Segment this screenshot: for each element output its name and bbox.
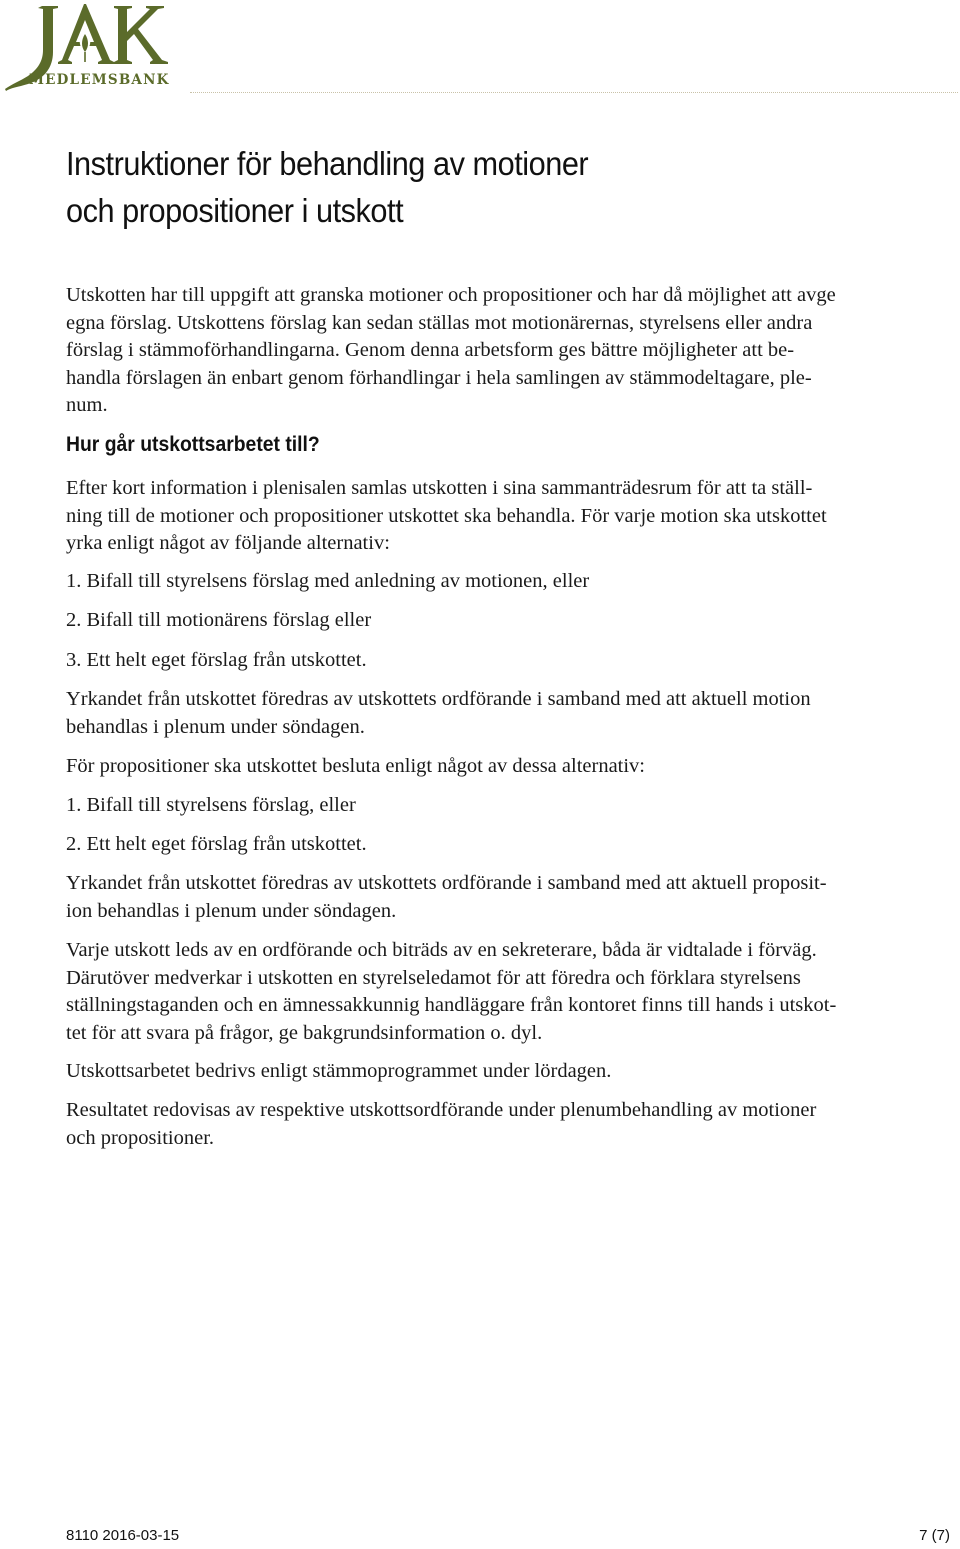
- text-line: Resultatet redovisas av respektive utskottsordförande under plenumbehandling av motioner: [66, 1099, 817, 1121]
- text-line: Yrkandet från utskottet föredras av utskottets ordförande i samband med att aktuell motion: [66, 688, 811, 710]
- title-line-1: Instruktioner för behandling av motioner: [66, 145, 589, 182]
- motion-alternative-1: 1. Bifall till styrelsens förslag med anledning av motionen, eller: [66, 570, 590, 592]
- text-line: ning till de motioner och propositioner utskottet ska behandla. För varje motion ska utskottet: [66, 504, 827, 527]
- result-paragraph: [66, 1097, 960, 1152]
- header-divider: [190, 92, 958, 93]
- text-line: tet för att svara på frågor, ge bakgrundsinformation o. dyl.: [66, 1021, 543, 1044]
- text-line: förslag i stämmoförhandlingarna. Genom denna arbetsform ges bättre möjligheter att be-: [66, 339, 795, 361]
- proposition-alternative-2: 2. Ett helt eget förslag från utskottet.: [66, 833, 367, 855]
- footer-doc-reference: 8110 2016-03-15: [66, 1527, 180, 1544]
- text-line: handla förslagen än enbart genom förhandlingar i hela samlingen av stämmodeltagare, ple-: [66, 366, 812, 389]
- text-line: Utskotten har till uppgift att granska motioner och propositioner och har då möjlighet att avge: [66, 284, 836, 306]
- process-paragraph: [66, 475, 960, 558]
- title-line-2: och propositioner i utskott: [66, 192, 404, 229]
- proposition-intro-paragraph: För propositioner ska utskottet besluta enligt något av dessa alternativ:: [66, 755, 646, 777]
- text-line: ställningstaganden och en ämnessakkunnig handläggare från kontoret finns till hands i utskot-: [66, 994, 837, 1016]
- text-line: Yrkandet från utskottet föredras av utskottets ordförande i samband med att aktuell proposit-: [66, 872, 827, 894]
- svg-text:MEDLEMSBANK: MEDLEMSBANK: [29, 72, 170, 88]
- proposition-claim-paragraph: [66, 870, 960, 925]
- motion-alternative-3: 3. Ett helt eget förslag från utskottet.: [66, 649, 367, 671]
- proposition-alternative-1: 1. Bifall till styrelsens förslag, eller: [66, 794, 356, 816]
- motion-claim-paragraph: [66, 686, 960, 741]
- footer-page-number: 7 (7): [919, 1527, 950, 1544]
- text-line: Varje utskott leds av en ordförande och biträds av en sekreterare, båda är vidtalade i förväg.: [66, 939, 817, 961]
- text-line: num.: [66, 394, 108, 416]
- text-line: behandlas i plenum under söndagen.: [66, 715, 365, 738]
- text-line: och propositioner.: [66, 1126, 215, 1149]
- committee-staffing-paragraph: [66, 937, 960, 1047]
- jak-logo-icon: [2, 2, 174, 94]
- document-title: [66, 140, 829, 234]
- text-line: Efter kort information i plenisalen samlas utskotten i sina sammanträdesrum för att ta ställ-: [66, 477, 813, 499]
- intro-paragraph: [66, 282, 960, 420]
- schedule-paragraph: Utskottsarbetet bedrivs enligt stämmoprogrammet under lördagen.: [66, 1060, 612, 1082]
- section-heading: Hur går utskottsarbetet till?: [66, 432, 320, 456]
- text-line: ion behandlas i plenum under söndagen.: [66, 899, 397, 922]
- text-line: egna förslag. Utskottens förslag kan sedan ställas mot motionärernas, styrelsens eller andra: [66, 311, 813, 334]
- text-line: yrka enligt något av följande alternativ:: [66, 532, 390, 554]
- text-line: Därutöver medverkar i utskotten en styrelseledamot för att föredra och förklara styrelsens: [66, 966, 801, 989]
- motion-alternative-2: 2. Bifall till motionärens förslag eller: [66, 609, 372, 631]
- jak-medlemsbank-logo: [2, 2, 174, 94]
